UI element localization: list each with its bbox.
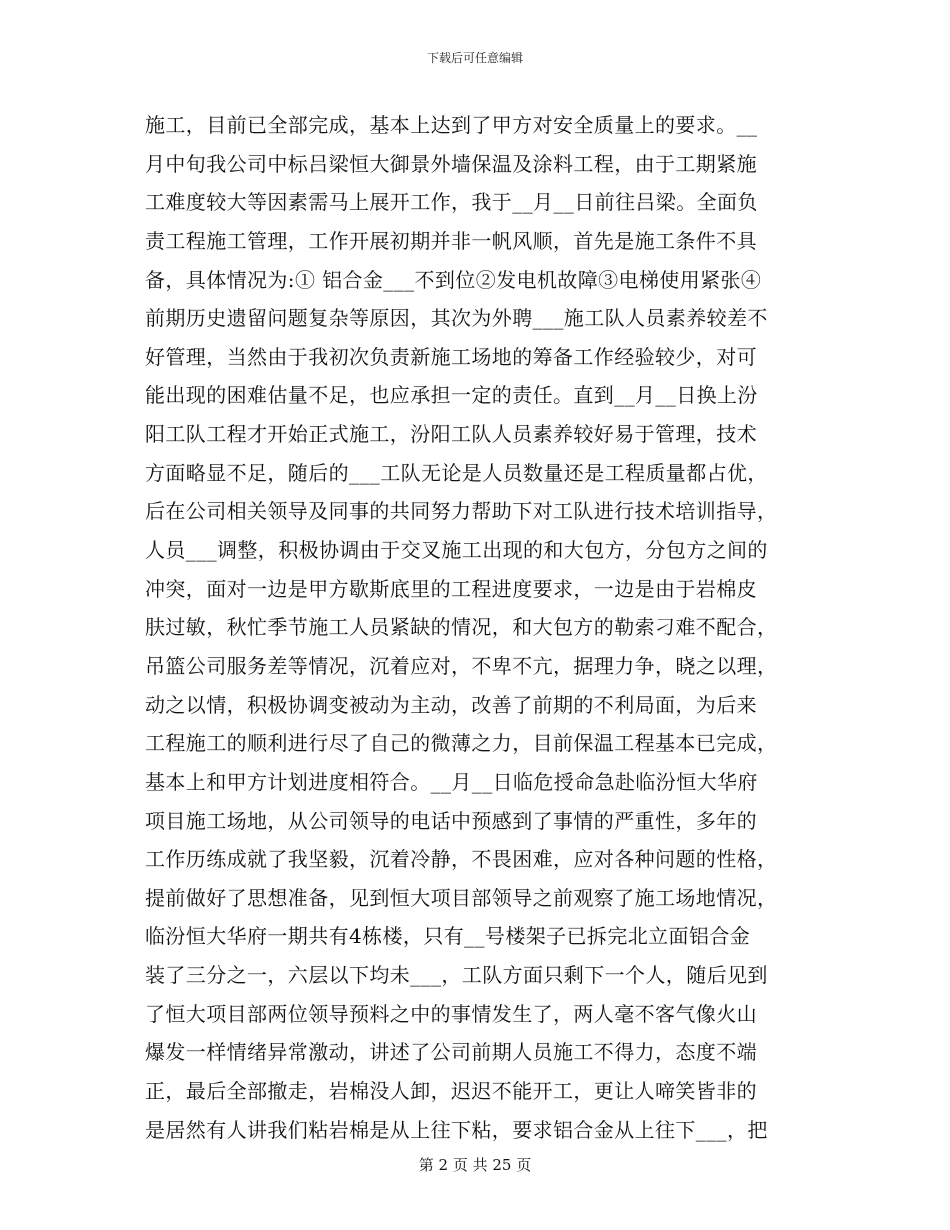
body-line: 装了三分之一，六层以下均未___，工队方面只剩下一个人，随后见到 (145, 963, 768, 988)
body-line: 工作历练成就了我坚毅，沉着冷静，不畏困难，应对各种问题的性格， (145, 847, 778, 872)
body-line: 冲突，面对一边是甲方歇斯底里的工程进度要求，一边是由于岩棉皮 (145, 576, 757, 601)
body-line: 提前做好了思想准备，见到恒大项目部领导之前观察了施工场地情况， (145, 885, 778, 910)
body-line: 方面略显不足，随后的___工队无论是人员数量还是工程质量都占优， (145, 460, 768, 485)
page-number-footer: 第 2 页 共 25 页 (418, 1156, 532, 1174)
body-line: 临汾恒大华府一期共有4栋楼，只有__号楼架子已拆完北立面铝合金 (145, 924, 751, 949)
body-line: 前期历史遗留问题复杂等原因，其次为外聘___施工队人员素养较差不 (145, 306, 768, 331)
body-line: 工程施工的顺利进行尽了自己的微薄之力，目前保温工程基本已完成， (145, 731, 778, 756)
body-line: 爆发一样情绪异常激动，讲述了公司前期人员施工不得力，态度不端 (145, 1040, 757, 1065)
body-line: 基本上和甲方计划进度相符合。__月__日临危授命急赴临汾恒大华府 (145, 769, 758, 794)
body-line: 吊篮公司服务差等情况，沉着应对，不卑不亢，据理力争，晓之以理， (145, 653, 778, 678)
document-body (145, 106, 810, 1149)
body-line: 了恒大项目部两位领导预料之中的事情发生了，两人毫不客气像火山 (145, 1001, 757, 1026)
body-line: 项目施工场地，从公司领导的电话中预感到了事情的严重性，多年的 (145, 808, 757, 833)
body-line: 好管理，当然由于我初次负责新施工场地的筹备工作经验较少，对可 (145, 344, 757, 369)
body-line: 是居然有人讲我们粘岩棉是从上往下粘，要求铝合金从上往下___，把 (145, 1117, 768, 1142)
body-line: 能出现的困难估量不足，也应承担一定的责任。直到__月__日换上汾 (145, 383, 758, 408)
body-line: 人员___调整，积极协调由于交叉施工出现的和大包方，分包方之间的 (145, 538, 768, 563)
body-line: 施工，目前已全部完成，基本上达到了甲方对安全质量上的要求。__ (145, 113, 758, 137)
body-line: 备，具体情况为:① 铝合金___不到位②发电机故障③电梯使用紧张④ (145, 267, 762, 292)
page-header: 下载后可任意编辑 (426, 51, 523, 65)
body-line: 月中旬我公司中标吕梁恒大御景外墙保温及涂料工程，由于工期紧施 (145, 151, 757, 176)
body-line: 后在公司相关领导及同事的共同努力帮助下对工队进行技术培训指导， (145, 499, 778, 524)
body-line: 动之以情，积极协调变被动为主动，改善了前期的不利局面，为后来 (145, 692, 757, 717)
body-line: 正，最后全部撤走，岩棉没人卸，迟迟不能开工，更让人啼笑皆非的 (145, 1079, 757, 1104)
body-line: 责工程施工管理，工作开展初期并非一帆风顺，首先是施工条件不具 (145, 228, 757, 253)
body-line: 阳工队工程才开始正式施工，汾阳工队人员素养较好易于管理，技术 (145, 422, 757, 447)
body-line: 工难度较大等因素需马上展开工作，我于__月__日前往吕梁。全面负 (145, 190, 758, 215)
body-line: 肤过敏，秋忙季节施工人员紧缺的情况，和大包方的勒索刁难不配合， (145, 615, 778, 640)
